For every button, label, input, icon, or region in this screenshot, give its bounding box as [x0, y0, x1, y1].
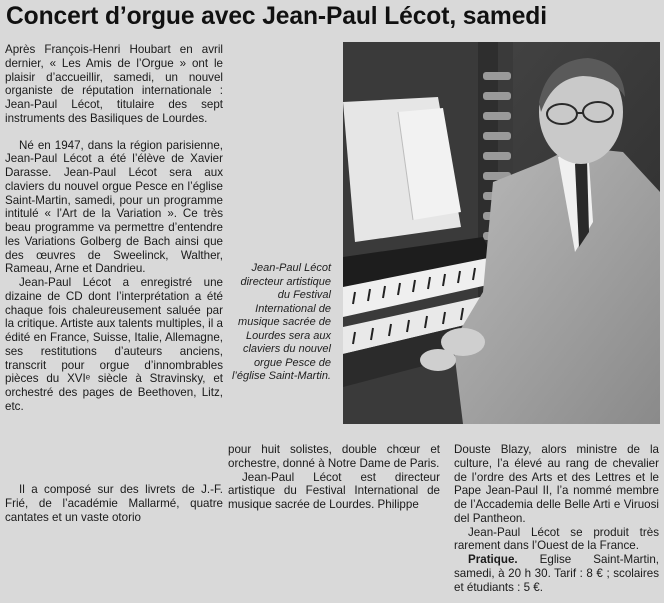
column-3-bottom — [454, 443, 659, 594]
column-1-bottom — [5, 483, 223, 524]
photo-caption: Jean-Paul Lécot directeur artistique du Festival International de musique sacrée de Lourdes sera aux claviers du nouvel orgue Pesce de l’église Saint-Martin. — [231, 262, 331, 382]
organist-photo-illustration — [343, 42, 660, 424]
body-paragraph-3: Il a composé sur des livrets de J.-F. Frié, de l’académie Mallarmé, quatre cantates et un vaste otorio — [5, 483, 223, 524]
lead-paragraph: Après François-Henri Houbart en avril dernier, « Les Amis de l’Orgue » ont le plaisir d’accueillir, samedi, un nouvel organiste de réputation internationale : Jean-Paul Lécot, titulaire des sept instruments des Basiliques de Lourdes. — [5, 43, 223, 125]
practical-info — [454, 553, 659, 594]
practical-text: Eglise Saint-Martin, samedi, à 20 h 30. Tarif : 8 € ; scolaires et étudiants : 5 €. — [454, 553, 659, 594]
body-paragraph-5: Jean-Paul Lécot est directeur artistique du Festival International de musique sacrée de Lourdes. Philippe — [228, 470, 440, 511]
body-paragraph-1: Né en 1947, dans la région parisienne, Jean-Paul Lécot a été l’élève de Xavier Darasse. Jean-Paul Lécot sera aux claviers du nouvel orgue Pesce en l’église Saint-Martin, samedi, pour un programme intitulé « l’Art de la Variation ». Ce très beau programme va permettre d’entendre les Variations Golberg de Bach ainsi que des œuvres de Sweelinck, Walther, Rameau, Arne et Dandrieu. — [5, 138, 223, 276]
body-paragraph-7: Jean-Paul Lécot se produit très rarement dans l’Ouest de la France. — [454, 525, 659, 553]
practical-label: Pratique. — [468, 553, 518, 566]
headline: Concert d’orgue avec Jean-Paul Lécot, samedi — [6, 3, 547, 30]
column-2-bottom — [228, 443, 440, 512]
body-paragraph-4: pour huit solistes, double chœur et orchestre, donné à Notre Dame de Paris. — [228, 443, 440, 470]
organist-photo — [343, 42, 660, 424]
body-paragraph-2: Jean-Paul Lécot a enregistré une dizaine de CD dont l’interprétation a été chaque fois chaleureusement saluée par la critique. Artiste aux talents multiples, il a édité en France, Suisse, Italie, Allemagne, ses restitutions d’auteurs anciens, transcrit pour orgue d’innombrables pièces du XVIᵉ siècle à Stravinsky, et orchestré des pages de Beethoven, Litz, etc. — [5, 276, 223, 413]
body-paragraph-6: Douste Blazy, alors ministre de la culture, l’a élevé au rang de chevalier de l’ordre des Arts et des Lettres et le Pape Jean-Paul II, l’a nommé membre de l’Accademia delle Belle Arti e Viruosi del Pantheon. — [454, 443, 659, 525]
column-1-top — [5, 43, 223, 414]
